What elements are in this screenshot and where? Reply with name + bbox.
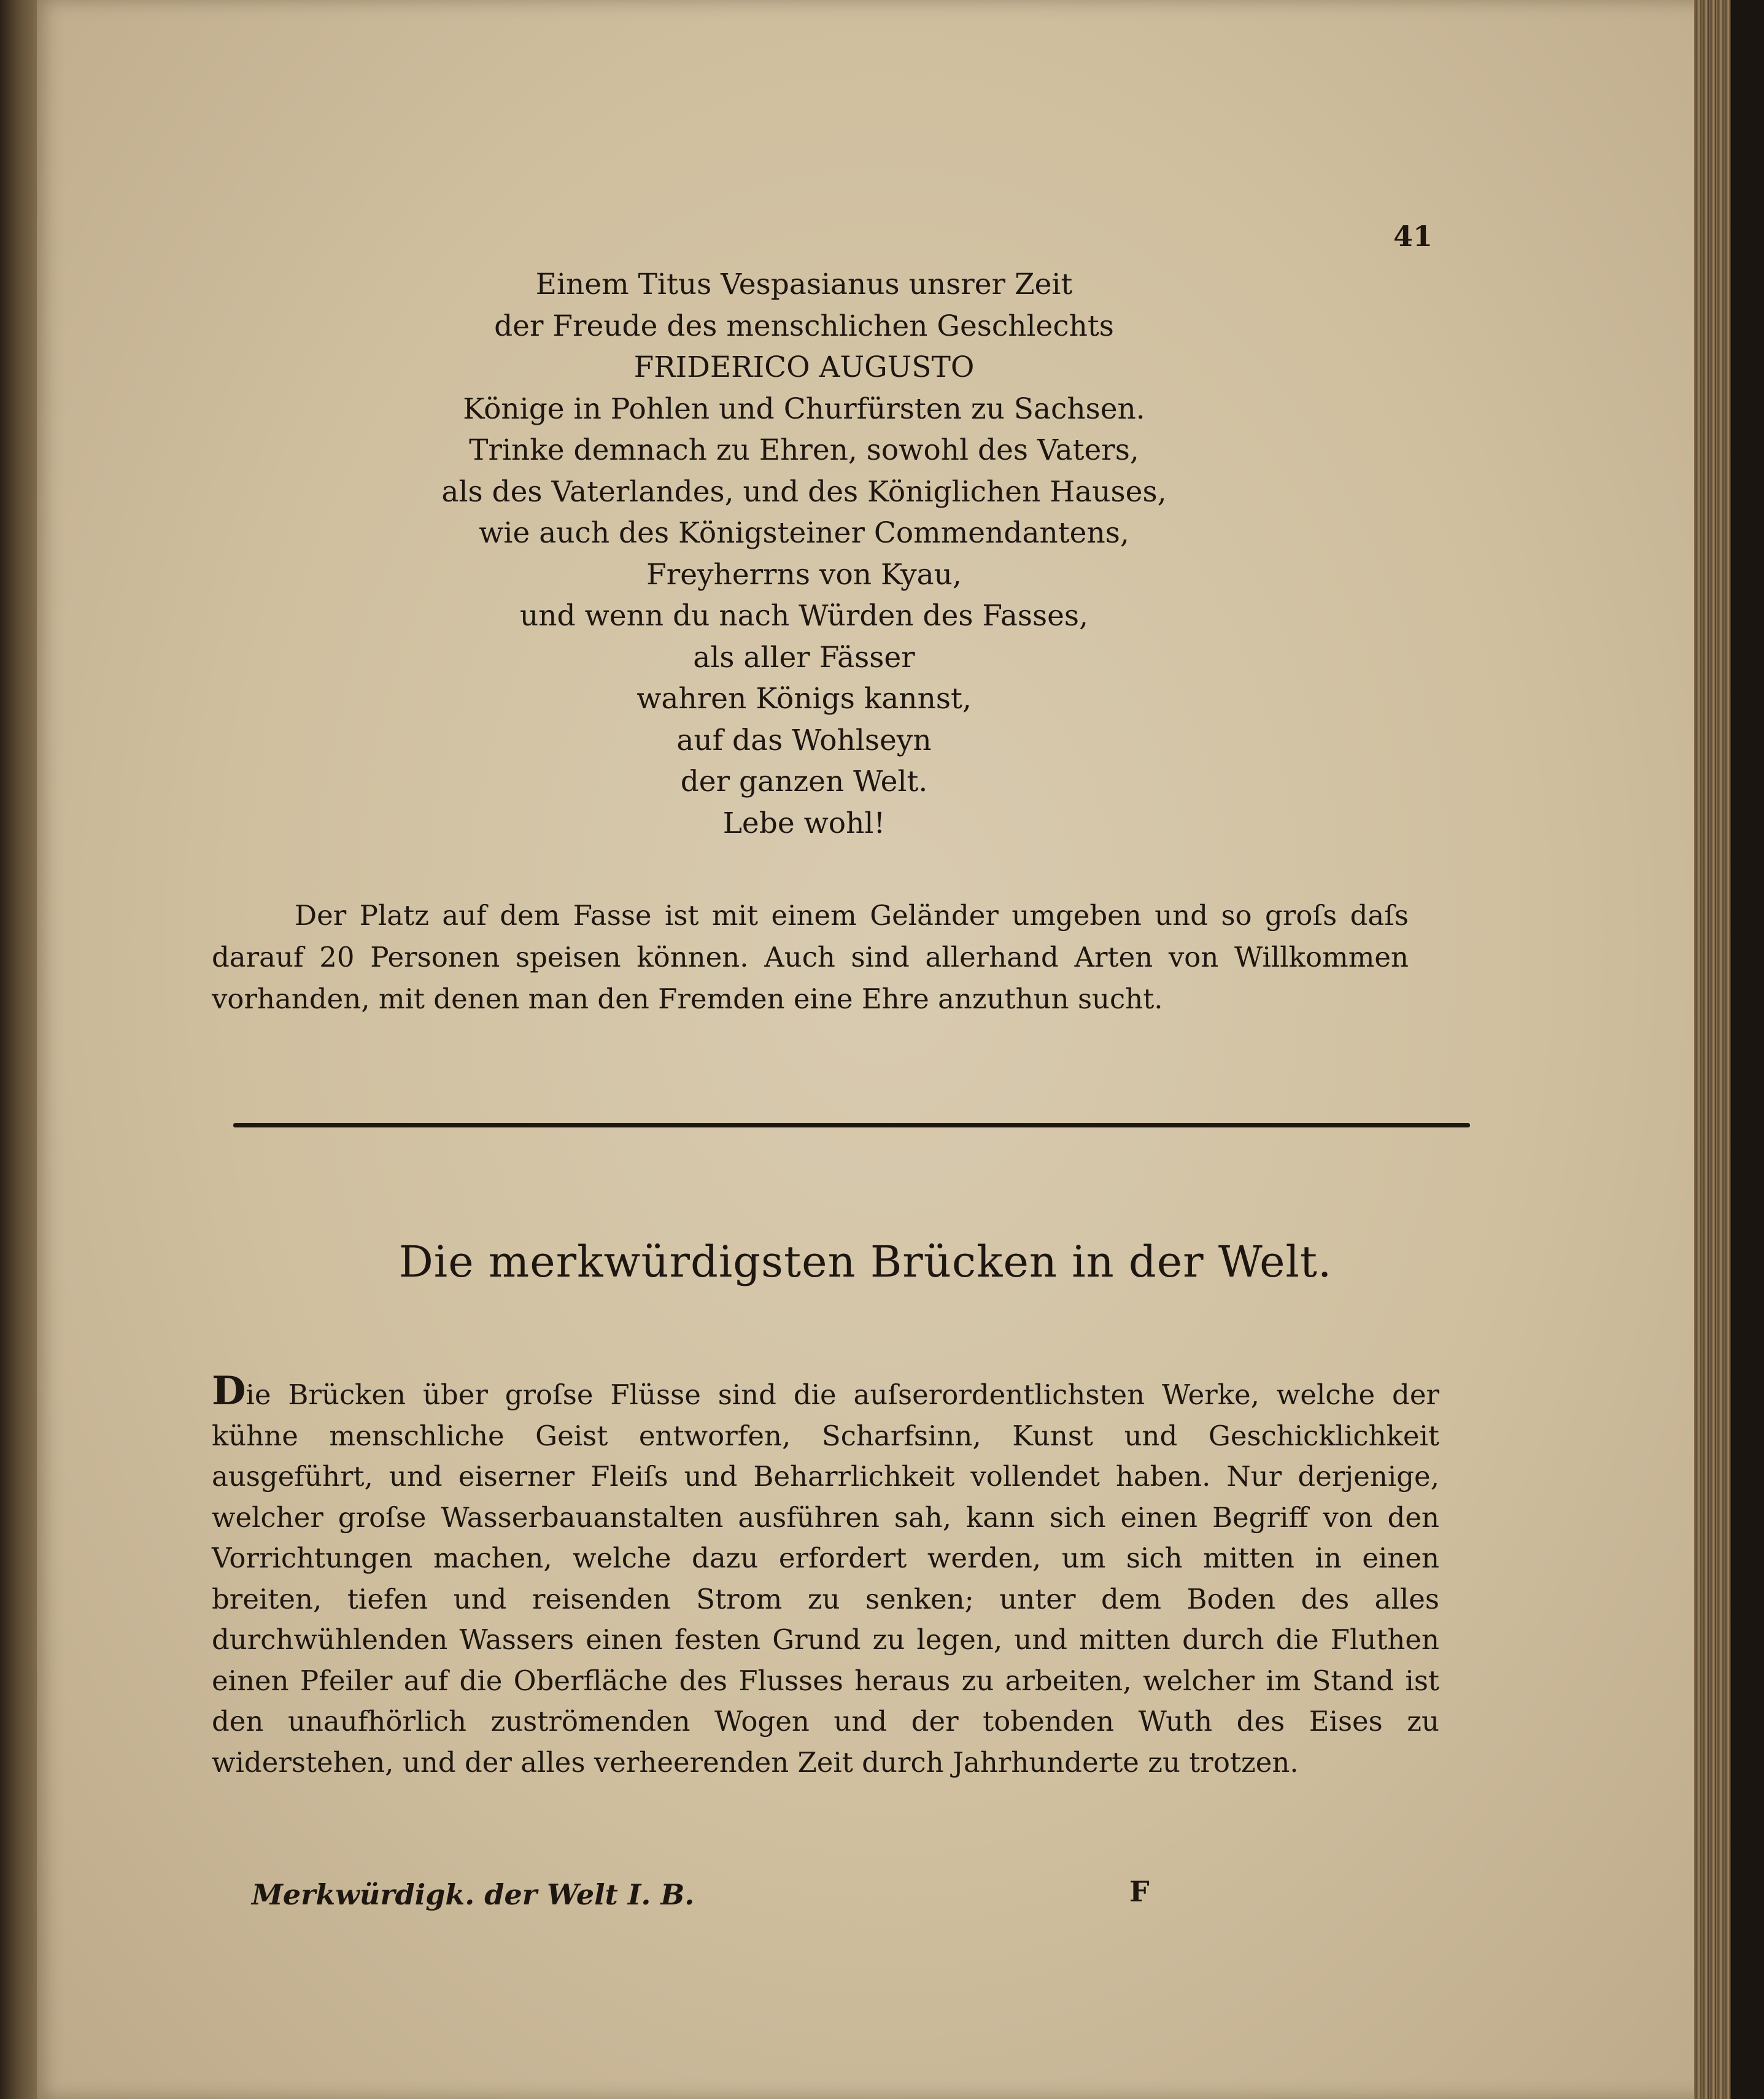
- dedication-line: Könige in Pohlen und Churfürsten zu Sachsen.: [463, 392, 1145, 426]
- dedication-line: Trinke demnach zu Ehren, sowohl des Vaters,: [469, 433, 1139, 467]
- dedication-line: als des Vaterlandes, und des Königlichen Hauses,: [441, 474, 1167, 509]
- body-paragraph: [212, 1368, 1439, 1783]
- signature-mark: F: [1129, 1875, 1150, 1908]
- dedication-line: wie auch des Königsteiner Commendantens,: [479, 516, 1129, 550]
- dedication-line: FRIDERICO AUGUSTO: [633, 350, 975, 384]
- closing-paragraph: Der Platz auf dem Fasse ist mit einem Geländer umgeben und so groſs daſs darauf 20 Personen speisen können. Auch sind allerhand Arten von Willkommen vorhanden, mit denen man den Fremden eine Ehre anzuthun sucht.: [212, 899, 1409, 1015]
- book-page: [37, 0, 1731, 2099]
- dedication-line: Einem Titus Vespasianus unsrer Zeit: [535, 268, 1073, 301]
- dedication-line: als aller Fässer: [693, 640, 915, 675]
- drop-cap: D: [212, 1368, 246, 1414]
- dedication-line: der ganzen Welt.: [680, 765, 928, 798]
- page-number: 41: [1393, 220, 1433, 253]
- dedication-line: der Freude des menschlichen Geschlechts: [494, 309, 1114, 343]
- dedication-line: wahren Königs kannst,: [636, 682, 972, 716]
- section-divider: [233, 1123, 1470, 1127]
- dedication-line: auf das Wohlseyn: [676, 723, 932, 757]
- dedication-line: Lebe wohl!: [722, 806, 886, 840]
- section-heading: Die merkwürdigsten Brücken in der Welt.: [398, 1237, 1333, 1287]
- dedication-line: Freyherrns von Kyau,: [646, 557, 962, 592]
- dedication-line: und wenn du nach Würden des Fasses,: [520, 599, 1088, 633]
- dedication-block: [344, 264, 1264, 844]
- page-edges: [1694, 0, 1731, 2099]
- body-text: ie Brücken über groſse Flüsse sind die auſserordentlichsten Werke, welche der kühne menschliche Geist entworfen, Scharfsinn, Kunst und Geschicklichkeit ausgeführt, und eiserner Fleiſs und Beharrlichkeit vollendet haben. Nur derjenige, welcher groſse Wasserbauanstalten ausführen sah, kann sich einen Begriff von den Vorrichtungen machen, welche dazu erfordert werden, um sich mitten in einen breiten, tiefen und reisenden Strom zu senken; unter dem Boden des alles durchwühlenden Wassers einen festen Grund zu legen, und mitten durch die Fluthen einen Pfeiler auf die Oberfläche des Flusses heraus zu arbeiten, welcher im Stand ist den unaufhörlich zuströmenden Wogen und der tobenden Wuth des Eises zu widerstehen, und der alles verheerenden Zeit durch Jahrhunderte zu trotzen.: [212, 1378, 1439, 1779]
- footer-signature: Merkwürdigk. der Welt I. B.: [252, 1878, 695, 1911]
